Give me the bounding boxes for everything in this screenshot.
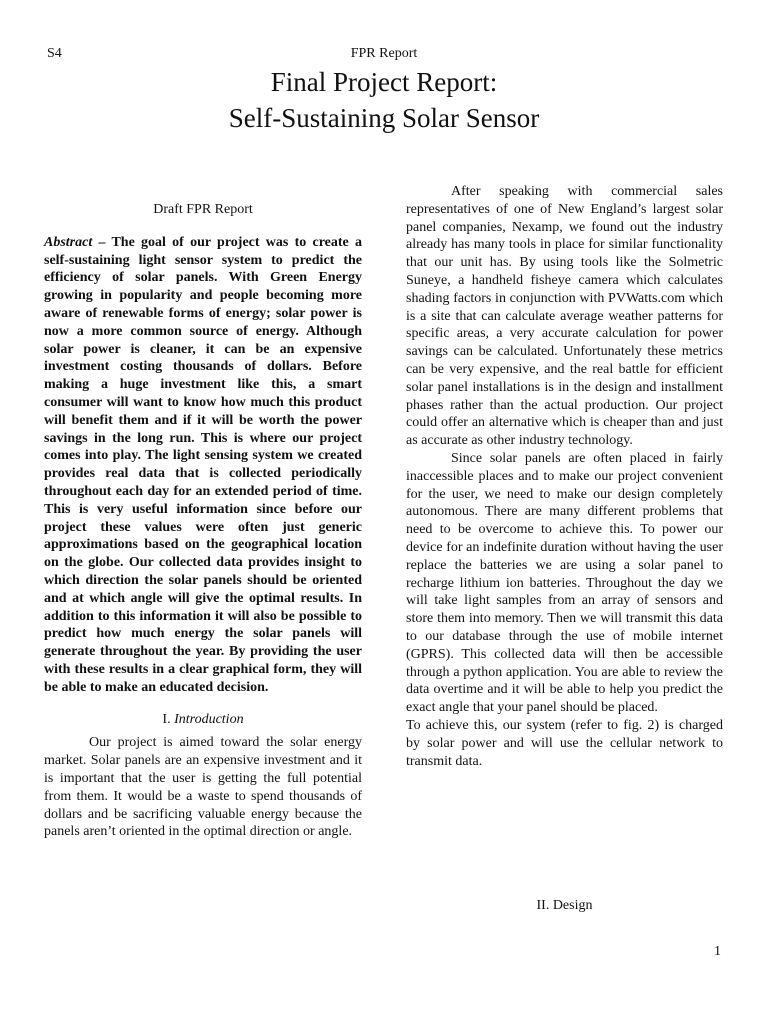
- abstract-body: – The goal of our project was to create a self-sustaining light sensor system to predict the efficiency of solar panels. With Green Energy growing in popularity and people becoming more aware of renewable forms of energy; solar power is now a more common source of energy. Although solar power is cleaner, it can be an expensive investment costing thousands of dollars. Before making a huge investment like this, a smart consumer will want to know how much this product will benefit them and if it will be worth the power savings in the long run. This is where our project comes into play. The light sensing system we created provides real data that is collected periodically throughout each day for an extended period of time. This is very useful information since before our project these values were often just generic approximations based on the geographical location on the globe. Our collected data provides insight to which direction the solar panels should be oriented and at which angle will give the optimal results. In addition to this information it will also be possible to predict how much energy the solar panels will generate throughout the year. By providing the user with these results in a clear graphical form, they will be able to make an educated decision.: [44, 234, 362, 695]
- body-paragraph-2: Since solar panels are often placed in fairly inaccessible places and to make our project convenient for the user, we need to make our design completely autonomous. There are many different problems that need to be overcome to achieve this. To power our device for an indefinite duration without having the user replace the batteries we are using a solar panel to recharge lithium ion batteries. Throughout the day we will take light samples from an array of sensors and store them into memory. Then we will transmit this data to our database through the use of mobile internet (GPRS). This collected data will then be accessible through a python application. You are able to review the data overtime and it will be able to help you predict the exact angle that your panel should be placed.: [406, 450, 723, 716]
- introduction-heading: [44, 711, 362, 729]
- page-tag: S4: [47, 46, 62, 61]
- introduction-paragraph: Our project is aimed toward the solar energy market. Solar panels are an expensive investment and it is important that the user is getting the full potential from them. It would be a waste to spend thousands of dollars and be sacrificing valuable energy because the panels aren’t oriented in the optimal direction or angle.: [44, 735, 362, 840]
- body-paragraph-1: After speaking with commercial sales representatives of one of New England’s largest solar panel companies, Nexamp, we found out the industry already has many tools in place for similar functionality that our unit has. By using tools like the Solmetric Suneye, a handheld fisheye camera which calculates shading factors in conjunction with PVWatts.com which is a site that can calculate average weather patterns for specific areas, a very accurate calculation for power savings can be calculated. Unfortunately these metrics can be very expensive, and the real battle for efficient solar panel installations is in the design and installment phases rather than the actual production. Our project could offer an alternative which is cheaper than and just as accurate as other industry technology.: [406, 184, 723, 449]
- right-column: [406, 183, 723, 770]
- left-column: [44, 201, 362, 841]
- page-number: 1: [714, 944, 721, 959]
- abstract: [44, 234, 362, 697]
- introduction-heading-numeral: I.: [162, 711, 175, 727]
- title-line-1: Final Project Report:: [270, 67, 498, 97]
- title-line-2: Self-Sustaining Solar Sensor: [228, 103, 540, 133]
- page-title: [0, 64, 768, 136]
- running-head: FPR Report: [350, 46, 418, 61]
- draft-label: Draft FPR Report: [153, 202, 253, 217]
- introduction-heading-text: Introduction: [174, 711, 244, 727]
- body-paragraph-3: To achieve this, our system (refer to fig. 2) is charged by solar power and will use the cellular network to transmit data.: [406, 717, 723, 769]
- abstract-lead: Abstract: [44, 234, 93, 250]
- design-heading: II. Design: [536, 898, 593, 913]
